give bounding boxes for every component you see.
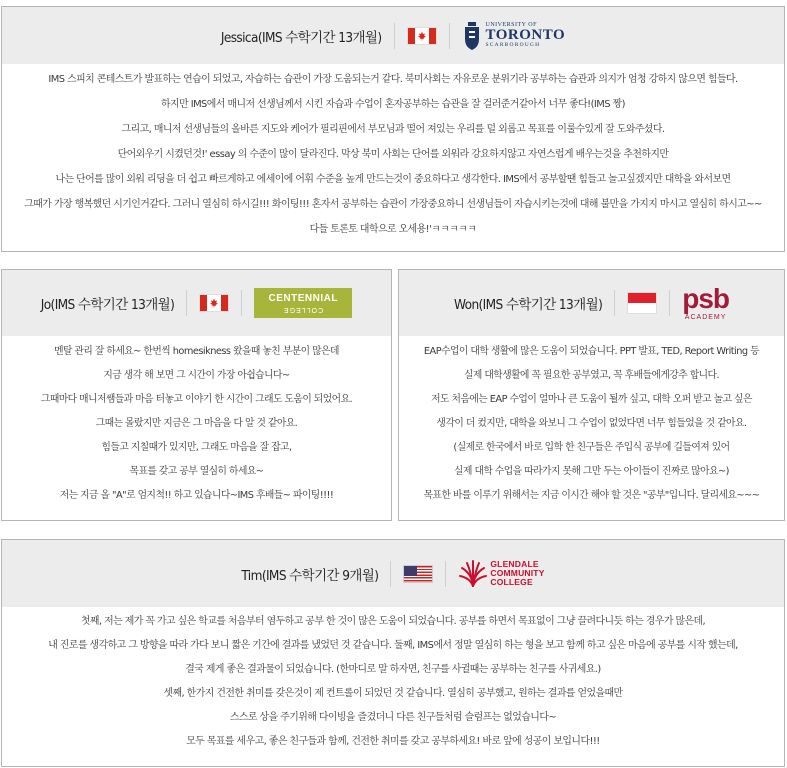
text-line: IMS 스피치 콘테스트가 발표하는 연습이 되었고, 자습하는 습관이 가장 도움되는거 같다. 북미사회는 자유로운 분위기라 공부하는 습관과 의지가 엄청 강하지 않으면 힘들다. (48, 74, 738, 85)
canada-flag-icon (407, 27, 437, 45)
text-line: 실제 대학생활에 꼭 필요한 공부였고, 꼭 후배들에게강추 합니다. (463, 370, 720, 381)
text-line: 그리고, 매니저 선생님들의 올바른 지도와 케어가 필리핀에서 부모님과 떨어 져있는 우리를 덜 외롭고 목표를 이룰수있게 잘 도와주셨다. (121, 124, 665, 135)
divider (445, 561, 446, 587)
card-header (2, 540, 784, 607)
text-line: 생각이 더 컸지만, 대학을 와보니 그 수업이 없었다면 너무 힘들었을 것 같아요. (436, 418, 747, 429)
divider (449, 23, 450, 49)
divider (394, 23, 395, 49)
palm-leaf-icon (458, 560, 488, 588)
text-line: 그때가 가장 행복했던 시기인거같다. 그러니 열심히 하시길!!! 화이팅!!! 혼자서 공부하는 습관이 가장중요하니 선생님들이 자습시키는것에 대해 불만을 가지지 마시고 열심히 하시고~~ (24, 199, 762, 210)
text-line: 지금 생각 해 보면 그 시간이 가장 아쉽습니다~ (103, 370, 290, 381)
logo-text-big: TORONTO (485, 27, 566, 44)
text-line: 스스로 상을 주기위해 다이빙을 즐겼더니 다른 친구들처럼 슬럼프는 없었습니다~ (229, 712, 557, 723)
divider (614, 290, 615, 316)
testimonial-card-jo (1, 269, 392, 521)
text-line: 그때는 몰랐지만 지금은 그 마음을 다 알 것 같아요. (95, 418, 298, 429)
text-line: 하지만 IMS에서 매니저 선생님께서 시킨 자습과 수업이 혼자공부하는 습관을 잘 걸러준거같아서 너무 좋다!(IMS 짱) (161, 99, 625, 110)
card-header (2, 7, 784, 64)
testimonial-card-tim (1, 539, 785, 767)
divider (186, 290, 187, 316)
text-line: 실제 대학 수업을 따라가지 못해 그만 두는 아이들이 진짜로 많아요~) (454, 466, 729, 477)
centennial-college-logo (254, 288, 352, 318)
text-line: 저는 지금 올 "A"로 엄지척!! 하고 있습니다~IMS 후배들~ 파이팅!!!! (59, 490, 334, 501)
logo-text-line: COLLEGE (490, 576, 533, 587)
student-name: Jessica(IMS 수학기간 13개월) (220, 29, 382, 46)
text-line: 나는 단어를 많이 외워 리딩을 더 쉽고 빠르게하고 에세이에 어휘 수준을 높게 만드는것이 중요하다고 생각한다. IMS에서 공부할땐 힘들고 놀고싶겠지만 대학을 와서보면 (55, 174, 731, 185)
card-header (399, 270, 784, 336)
divider (669, 290, 670, 316)
text-line: 결국 제게 좋은 결과물이 되었습니다. (한마디로 말 하자면, 친구를 사귈때는 공부하는 친구를 사귀세요.) (185, 664, 601, 675)
testimonial-text (399, 336, 784, 502)
crest-icon (462, 21, 482, 51)
student-name: Jo(IMS 수학기간 13개월) (40, 297, 175, 313)
text-line: 내 진로를 생각하고 그 방향을 따라 가다 보니 짧은 기간에 결과를 냈었던 것 같습니다. 둘째, IMS에서 정말 열심히 하는 형을 보고 함께 하고 싶은 마음에 공부를 시작 했는데, (48, 640, 738, 651)
logo-text-small: UNIVERSITY OF (485, 22, 537, 29)
text-line: EAP수업이 대학 생활에 많은 도움이 되었습니다. PPT 발표, TED, Report Writing 등 (423, 346, 760, 357)
logo-text-line: GLENDALE (490, 559, 539, 570)
text-line: 모두 목표를 세우고, 좋은 친구들과 함께, 건전한 취미를 갖고 공부하세요! 바로 앞에 성공이 보입니다!!! (186, 736, 600, 747)
text-line: 셋째, 한가지 건전한 취미를 갖은것이 제 컨트롤이 되었던 것 같습니다. 열심히 공부했고, 원하는 결과를 얻었을때만 (163, 688, 623, 699)
glendale-community-college-logo (458, 560, 544, 588)
divider (390, 561, 391, 587)
text-line: 목표를 갖고 공부 열심히 하세요~ (129, 466, 264, 477)
text-line: 저도 처음에는 EAP 수업이 얼마나 큰 도움이 될까 싶고, 대학 오퍼 받고 놀고 싶은 (431, 394, 752, 405)
divider (241, 290, 242, 316)
usa-flag-icon (403, 565, 433, 583)
logo-text-small: COLLEGE (283, 305, 324, 313)
text-line: (실제로 한국에서 바로 입학 한 친구들은 주입식 공부에 길들여져 있어 (453, 442, 730, 453)
testimonial-text (2, 336, 391, 502)
text-line: 힘들고 지칠때가 있지만, 그래도 마음을 잘 잡고, (101, 442, 292, 453)
testimonial-text (2, 64, 784, 236)
text-line: 다들 토론토 대학으로 오세용!'ㅋㅋㅋㅋㅋ (309, 224, 477, 235)
text-line: 그때마다 매니저쌤들과 마음 터놓고 이야기 한 시간이 그래도 도움이 되었어요. (40, 394, 353, 405)
card-header (2, 270, 391, 336)
testimonial-card-jessica (1, 6, 785, 252)
logo-text-line: COMMUNITY (490, 568, 545, 579)
canada-flag-icon (199, 294, 229, 312)
university-of-toronto-logo (462, 21, 566, 51)
logo-text-big: CENTENNIAL (268, 292, 338, 304)
logo-text-sub: SCARBOROUGH (485, 42, 541, 49)
singapore-flag-icon (627, 292, 657, 314)
testimonial-text (2, 607, 784, 748)
testimonial-card-won (398, 269, 785, 521)
text-line: 단어외우기 시켰던것!' essay 의 수준이 많이 달라진다. 막상 북미 사회는 단어를 외워라 강요하지않고 자연스럽게 배우는것을 추천하지만 (117, 149, 669, 160)
logo-text-big: psb (682, 283, 729, 314)
text-line: 멘탈 관리 잘 하세요~ 한번씩 homesikness 왔을때 놓친 부분이 많은데 (54, 346, 339, 357)
text-line: 첫째, 저는 제가 꼭 가고 싶은 학교를 처음부터 염두하고 공부 한 것이 많은 도움이 되었습니다. 공부를 하면서 목표없이 그냥 끌려다니듯 하는 경우가 많은데, (80, 616, 706, 627)
student-name: Won(IMS 수학기간 13개월) (454, 297, 603, 313)
psb-academy-logo (682, 285, 729, 321)
student-name: Tim(IMS 수학기간 9개월) (241, 567, 379, 584)
logo-text-small: ACADEMY (684, 314, 727, 321)
text-line: 목표한 바를 이루기 위해서는 지금 이시간 해야 할 것은 "공부"입니다. 달리세요~~~ (423, 490, 760, 501)
